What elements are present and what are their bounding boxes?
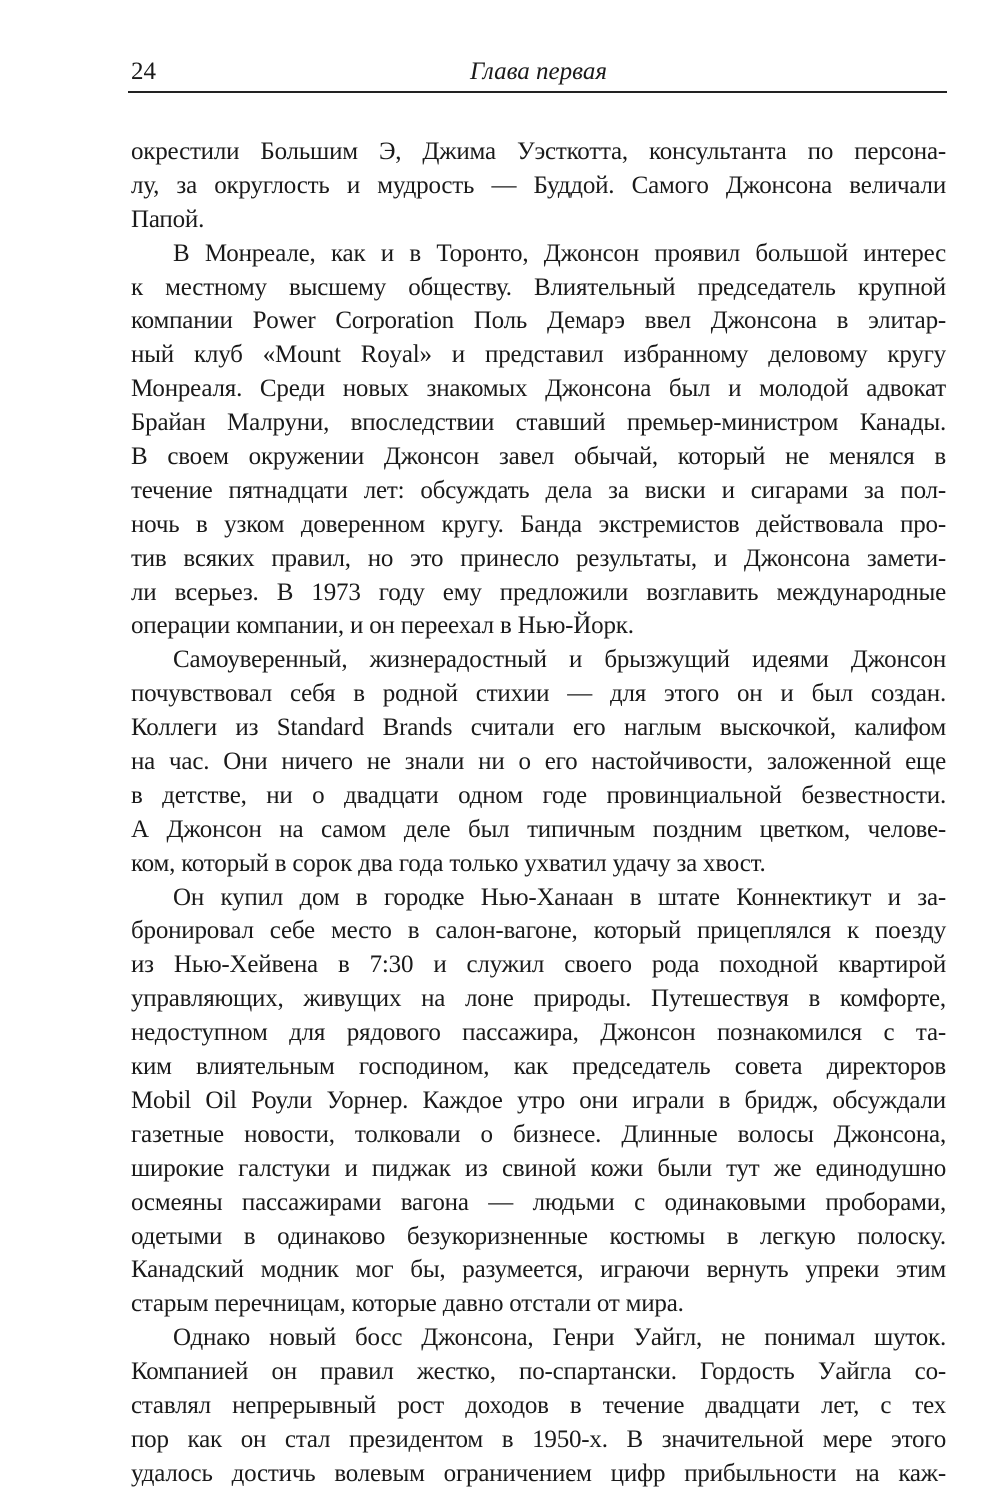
text-line: бронировал себе место в салон-вагоне, который прицеплялся к поезду	[131, 917, 946, 945]
text-line: широкие галстуки и пиджак из свиной кожи были тут же единодушно	[131, 1154, 946, 1182]
text-line: В своем окружении Джонсон завел обычай, который не менялся в	[131, 443, 946, 471]
text-line: Канадский модник мог бы, разумеется, играючи вернуть упреки этим	[131, 1256, 946, 1284]
paragraph	[131, 135, 946, 237]
text-line: Коллеги из Standard Brands считали его наглым выскочкой, калифом	[131, 714, 946, 742]
header-rule	[128, 91, 947, 93]
text-line: старым перечницам, которые давно отстали от мира.	[131, 1290, 684, 1318]
paragraph	[131, 881, 946, 1322]
text-line: ли всерьез. В 1973 году ему предложили возглавить международные	[131, 578, 946, 606]
body-text	[131, 135, 946, 1491]
text-line: тив всяких правил, но это принесло результаты, и Джонсона замети-	[131, 544, 946, 572]
text-line: ким влиятельным господином, как председатель совета директоров	[131, 1053, 946, 1081]
text-line: Компанией он правил жестко, по-спартански. Гордость Уайгла со-	[131, 1358, 946, 1386]
text-line: в детстве, ни о двадцати одном годе провинциальной безвестности.	[131, 781, 946, 809]
text-line: из Нью-Хейвена в 7:30 и служил своего рода походной квартирой	[131, 951, 946, 979]
text-line: Монреаля. Среди новых знакомых Джонсона был и молодой адвокат	[131, 375, 946, 403]
text-line: А Джонсон на самом деле был типичным поздним цветком, челове-	[131, 815, 946, 843]
text-line: Папой.	[131, 205, 205, 233]
text-line: операции компании, и он переехал в Нью-Йорк.	[131, 612, 634, 640]
text-line: В Монреале, как и в Торонто, Джонсон проявил большой интерес	[173, 239, 946, 267]
text-line: пор как он стал президентом в 1950-х. В значительной мере этого	[131, 1425, 946, 1453]
running-title: Глава первая	[470, 58, 607, 85]
paragraph	[131, 643, 946, 880]
text-line: газетные новости, толковали о бизнесе. Длинные волосы Джонсона,	[131, 1120, 946, 1148]
page-number: 24	[131, 58, 156, 85]
text-line: осмеяны пассажирами вагона — людьми с одинаковыми проборами,	[131, 1188, 946, 1216]
text-line: ный клуб «Mount Royal» и представил избранному деловому кругу	[131, 341, 946, 369]
running-header	[131, 58, 946, 90]
text-line: окрестили Большим Э, Джима Уэсткотта, консультанта по персона-	[131, 138, 946, 165]
paragraph	[131, 237, 946, 644]
text-line: Однако новый босс Джонсона, Генри Уайгл, не понимал шуток.	[173, 1324, 946, 1352]
text-line: Брайан Малруни, впоследствии ставший премьер-министром Канады.	[131, 409, 946, 437]
text-line: ставлял непрерывный рост доходов в течение двадцати лет, с тех	[131, 1391, 946, 1419]
text-line: Он купил дом в городке Нью-Ханаан в штате Коннектикут и за-	[173, 883, 946, 911]
text-line: одетыми в одинаково безукоризненные костюмы в легкую полоску.	[131, 1222, 946, 1250]
text-line: к местному высшему обществу. Влиятельный председатель крупной	[131, 273, 946, 301]
text-line: управляющих, живущих на лоне природы. Путешествуя в комфорте,	[131, 985, 946, 1013]
text-line: лу, за округлость и мудрость — Буддой. Самого Джонсона величали	[131, 171, 946, 199]
paragraph	[131, 1321, 946, 1490]
text-line: ком, который в сорок два года только ухватил удачу за хвост.	[131, 849, 766, 877]
text-line: ночь в узком доверенном кругу. Банда экстремистов действовала про-	[131, 510, 946, 538]
text-line: течение пятнадцати лет: обсуждать дела за виски и сигарами за пол-	[131, 476, 946, 504]
text-line: почувствовал себя в родной стихии — для этого он и был создан.	[131, 680, 946, 708]
text-line: недоступном для рядового пассажира, Джонсон познакомился с та-	[131, 1019, 946, 1047]
text-line: удалось достичь волевым ограничением цифр прибыльности на каж-	[131, 1459, 946, 1487]
text-line: компании Power Corporation Поль Демарэ ввел Джонсона в элитар-	[131, 307, 946, 335]
text-line: Mobil Oil Роули Уорнер. Каждое утро они играли в бридж, обсуждали	[131, 1086, 946, 1114]
text-line: на час. Они ничего не знали ни о его настойчивости, заложенной еще	[131, 748, 946, 776]
text-line: Самоуверенный, жизнерадостный и брызжущий идеями Джонсон	[173, 646, 946, 674]
